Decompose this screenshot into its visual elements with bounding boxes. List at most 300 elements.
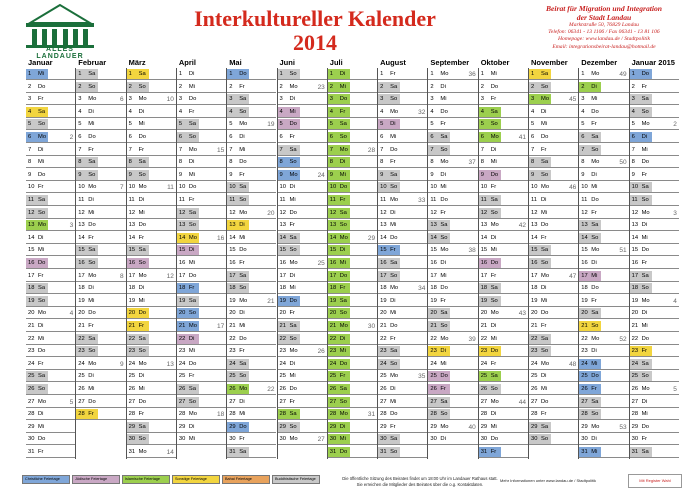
day-cell[interactable] xyxy=(127,258,176,269)
day-cell[interactable] xyxy=(630,258,679,269)
day-cell[interactable] xyxy=(328,447,377,458)
day-cell[interactable] xyxy=(428,220,477,231)
day-cell[interactable] xyxy=(378,82,427,93)
day-cell[interactable] xyxy=(127,296,176,307)
day-cell[interactable] xyxy=(278,119,327,130)
day-cell[interactable] xyxy=(479,447,528,458)
day-cell[interactable] xyxy=(428,195,477,206)
day-cell[interactable] xyxy=(76,170,125,181)
day-cell[interactable] xyxy=(278,321,327,332)
day-cell[interactable] xyxy=(76,397,125,408)
day-cell[interactable] xyxy=(630,422,679,433)
day-cell[interactable] xyxy=(278,182,327,193)
day-cell[interactable] xyxy=(177,422,226,433)
day-cell[interactable] xyxy=(378,359,427,370)
day-cell[interactable] xyxy=(76,182,125,193)
day-cell[interactable] xyxy=(227,271,276,282)
day-cell[interactable] xyxy=(227,334,276,345)
day-cell[interactable] xyxy=(529,308,578,319)
day-cell[interactable] xyxy=(278,296,327,307)
day-cell[interactable] xyxy=(630,384,679,395)
day-cell[interactable] xyxy=(378,220,427,231)
day-cell[interactable] xyxy=(479,258,528,269)
day-cell[interactable] xyxy=(177,94,226,105)
day-cell[interactable] xyxy=(26,245,75,256)
day-cell[interactable] xyxy=(278,422,327,433)
day-cell[interactable] xyxy=(328,119,377,130)
day-cell[interactable] xyxy=(227,384,276,395)
day-cell[interactable] xyxy=(579,245,628,256)
day-cell[interactable] xyxy=(428,397,477,408)
day-cell[interactable] xyxy=(76,384,125,395)
day-cell[interactable] xyxy=(76,208,125,219)
day-cell[interactable] xyxy=(479,296,528,307)
day-cell[interactable] xyxy=(177,384,226,395)
day-cell[interactable] xyxy=(278,283,327,294)
day-cell[interactable] xyxy=(428,119,477,130)
day-cell[interactable] xyxy=(177,271,226,282)
day-cell[interactable] xyxy=(630,94,679,105)
day-cell[interactable] xyxy=(428,208,477,219)
day-cell[interactable] xyxy=(579,283,628,294)
day-cell[interactable] xyxy=(378,346,427,357)
day-cell[interactable] xyxy=(127,182,176,193)
day-cell[interactable] xyxy=(26,145,75,156)
day-cell[interactable] xyxy=(428,434,477,445)
day-cell[interactable] xyxy=(127,132,176,143)
day-cell[interactable] xyxy=(278,69,327,80)
day-cell[interactable] xyxy=(630,434,679,445)
day-cell[interactable] xyxy=(26,371,75,382)
day-cell[interactable] xyxy=(479,308,528,319)
day-cell[interactable] xyxy=(278,359,327,370)
day-cell[interactable] xyxy=(227,296,276,307)
day-cell[interactable] xyxy=(127,384,176,395)
day-cell[interactable] xyxy=(428,258,477,269)
day-cell[interactable] xyxy=(529,422,578,433)
day-cell[interactable] xyxy=(529,321,578,332)
day-cell[interactable] xyxy=(328,145,377,156)
day-cell[interactable] xyxy=(76,220,125,231)
day-cell[interactable] xyxy=(177,346,226,357)
day-cell[interactable] xyxy=(579,308,628,319)
day-cell[interactable] xyxy=(76,233,125,244)
day-cell[interactable] xyxy=(76,69,125,80)
day-cell[interactable] xyxy=(328,220,377,231)
day-cell[interactable] xyxy=(328,334,377,345)
day-cell[interactable] xyxy=(479,82,528,93)
day-cell[interactable] xyxy=(278,145,327,156)
day-cell[interactable] xyxy=(177,397,226,408)
day-cell[interactable] xyxy=(127,397,176,408)
day-cell[interactable] xyxy=(428,182,477,193)
day-cell[interactable] xyxy=(278,82,327,93)
day-cell[interactable] xyxy=(579,170,628,181)
day-cell[interactable] xyxy=(127,334,176,345)
day-cell[interactable] xyxy=(529,283,578,294)
day-cell[interactable] xyxy=(76,119,125,130)
day-cell[interactable] xyxy=(227,371,276,382)
day-cell[interactable] xyxy=(177,82,226,93)
day-cell[interactable] xyxy=(278,397,327,408)
day-cell[interactable] xyxy=(529,195,578,206)
day-cell[interactable] xyxy=(26,359,75,370)
day-cell[interactable] xyxy=(428,422,477,433)
day-cell[interactable] xyxy=(227,132,276,143)
day-cell[interactable] xyxy=(328,82,377,93)
day-cell[interactable] xyxy=(378,321,427,332)
day-cell[interactable] xyxy=(26,94,75,105)
day-cell[interactable] xyxy=(278,233,327,244)
day-cell[interactable] xyxy=(177,283,226,294)
day-cell[interactable] xyxy=(378,308,427,319)
day-cell[interactable] xyxy=(630,195,679,206)
day-cell[interactable] xyxy=(479,145,528,156)
day-cell[interactable] xyxy=(76,132,125,143)
day-cell[interactable] xyxy=(26,346,75,357)
day-cell[interactable] xyxy=(227,82,276,93)
day-cell[interactable] xyxy=(579,195,628,206)
day-cell[interactable] xyxy=(177,157,226,168)
day-cell[interactable] xyxy=(328,283,377,294)
day-cell[interactable] xyxy=(479,384,528,395)
day-cell[interactable] xyxy=(579,157,628,168)
day-cell[interactable] xyxy=(479,182,528,193)
day-cell[interactable] xyxy=(579,321,628,332)
day-cell[interactable] xyxy=(227,434,276,445)
day-cell[interactable] xyxy=(378,208,427,219)
day-cell[interactable] xyxy=(328,258,377,269)
day-cell[interactable] xyxy=(529,208,578,219)
day-cell[interactable] xyxy=(328,422,377,433)
day-cell[interactable] xyxy=(177,409,226,420)
day-cell[interactable] xyxy=(428,359,477,370)
day-cell[interactable] xyxy=(278,346,327,357)
day-cell[interactable] xyxy=(479,69,528,80)
day-cell[interactable] xyxy=(479,132,528,143)
day-cell[interactable] xyxy=(76,334,125,345)
day-cell[interactable] xyxy=(328,208,377,219)
day-cell[interactable] xyxy=(428,308,477,319)
day-cell[interactable] xyxy=(26,208,75,219)
day-cell[interactable] xyxy=(26,384,75,395)
day-cell[interactable] xyxy=(529,409,578,420)
day-cell[interactable] xyxy=(328,271,377,282)
day-cell[interactable] xyxy=(26,132,75,143)
day-cell[interactable] xyxy=(127,69,176,80)
day-cell[interactable] xyxy=(579,334,628,345)
day-cell[interactable] xyxy=(630,447,679,458)
day-cell[interactable] xyxy=(479,195,528,206)
day-cell[interactable] xyxy=(529,145,578,156)
day-cell[interactable] xyxy=(328,69,377,80)
day-cell[interactable] xyxy=(76,346,125,357)
day-cell[interactable] xyxy=(127,283,176,294)
day-cell[interactable] xyxy=(328,245,377,256)
day-cell[interactable] xyxy=(579,371,628,382)
day-cell[interactable] xyxy=(76,145,125,156)
day-cell[interactable] xyxy=(428,283,477,294)
day-cell[interactable] xyxy=(579,233,628,244)
day-cell[interactable] xyxy=(529,107,578,118)
day-cell[interactable] xyxy=(177,359,226,370)
day-cell[interactable] xyxy=(26,69,75,80)
day-cell[interactable] xyxy=(529,82,578,93)
day-cell[interactable] xyxy=(529,359,578,370)
day-cell[interactable] xyxy=(26,447,75,458)
day-cell[interactable] xyxy=(127,157,176,168)
day-cell[interactable] xyxy=(177,208,226,219)
day-cell[interactable] xyxy=(479,94,528,105)
day-cell[interactable] xyxy=(479,334,528,345)
day-cell[interactable] xyxy=(227,409,276,420)
day-cell[interactable] xyxy=(127,119,176,130)
day-cell[interactable] xyxy=(579,346,628,357)
day-cell[interactable] xyxy=(26,220,75,231)
org-email[interactable]: Email: integrationsbeirat-landau@hotmail.de xyxy=(552,43,656,50)
day-cell[interactable] xyxy=(579,359,628,370)
day-cell[interactable] xyxy=(328,94,377,105)
day-cell[interactable] xyxy=(227,422,276,433)
day-cell[interactable] xyxy=(579,447,628,458)
day-cell[interactable] xyxy=(428,94,477,105)
day-cell[interactable] xyxy=(479,321,528,332)
day-cell[interactable] xyxy=(630,69,679,80)
day-cell[interactable] xyxy=(579,119,628,130)
day-cell[interactable] xyxy=(630,397,679,408)
day-cell[interactable] xyxy=(177,145,226,156)
day-cell[interactable] xyxy=(26,157,75,168)
day-cell[interactable] xyxy=(278,94,327,105)
day-cell[interactable] xyxy=(378,271,427,282)
day-cell[interactable] xyxy=(278,371,327,382)
day-cell[interactable] xyxy=(378,107,427,118)
day-cell[interactable] xyxy=(529,170,578,181)
day-cell[interactable] xyxy=(127,422,176,433)
day-cell[interactable] xyxy=(26,296,75,307)
day-cell[interactable] xyxy=(127,208,176,219)
day-cell[interactable] xyxy=(26,434,75,445)
day-cell[interactable] xyxy=(529,182,578,193)
day-cell[interactable] xyxy=(76,195,125,206)
day-cell[interactable] xyxy=(378,258,427,269)
day-cell[interactable] xyxy=(529,258,578,269)
day-cell[interactable] xyxy=(479,346,528,357)
day-cell[interactable] xyxy=(529,346,578,357)
day-cell[interactable] xyxy=(328,371,377,382)
day-cell[interactable] xyxy=(177,321,226,332)
day-cell[interactable] xyxy=(579,384,628,395)
day-cell[interactable] xyxy=(630,182,679,193)
day-cell[interactable] xyxy=(177,233,226,244)
day-cell[interactable] xyxy=(378,157,427,168)
day-cell[interactable] xyxy=(579,296,628,307)
day-cell[interactable] xyxy=(227,233,276,244)
day-cell[interactable] xyxy=(579,132,628,143)
day-cell[interactable] xyxy=(127,233,176,244)
day-cell[interactable] xyxy=(428,157,477,168)
day-cell[interactable] xyxy=(479,422,528,433)
day-cell[interactable] xyxy=(328,195,377,206)
day-cell[interactable] xyxy=(328,308,377,319)
day-cell[interactable] xyxy=(378,447,427,458)
day-cell[interactable] xyxy=(278,170,327,181)
day-cell[interactable] xyxy=(26,422,75,433)
day-cell[interactable] xyxy=(630,346,679,357)
day-cell[interactable] xyxy=(76,371,125,382)
day-cell[interactable] xyxy=(378,434,427,445)
day-cell[interactable] xyxy=(227,359,276,370)
day-cell[interactable] xyxy=(177,434,226,445)
day-cell[interactable] xyxy=(479,157,528,168)
day-cell[interactable] xyxy=(177,195,226,206)
day-cell[interactable] xyxy=(479,170,528,181)
day-cell[interactable] xyxy=(630,409,679,420)
day-cell[interactable] xyxy=(630,233,679,244)
day-cell[interactable] xyxy=(278,107,327,118)
day-cell[interactable] xyxy=(579,258,628,269)
day-cell[interactable] xyxy=(177,119,226,130)
day-cell[interactable] xyxy=(579,271,628,282)
day-cell[interactable] xyxy=(630,119,679,130)
day-cell[interactable] xyxy=(227,447,276,458)
day-cell[interactable] xyxy=(479,208,528,219)
day-cell[interactable] xyxy=(76,82,125,93)
day-cell[interactable] xyxy=(177,132,226,143)
day-cell[interactable] xyxy=(479,359,528,370)
day-cell[interactable] xyxy=(278,409,327,420)
day-cell[interactable] xyxy=(26,233,75,244)
day-cell[interactable] xyxy=(227,397,276,408)
day-cell[interactable] xyxy=(127,170,176,181)
day-cell[interactable] xyxy=(328,346,377,357)
day-cell[interactable] xyxy=(177,107,226,118)
day-cell[interactable] xyxy=(177,308,226,319)
day-cell[interactable] xyxy=(328,409,377,420)
day-cell[interactable] xyxy=(579,94,628,105)
day-cell[interactable] xyxy=(177,258,226,269)
day-cell[interactable] xyxy=(328,434,377,445)
day-cell[interactable] xyxy=(378,69,427,80)
day-cell[interactable] xyxy=(378,283,427,294)
day-cell[interactable] xyxy=(630,271,679,282)
day-cell[interactable] xyxy=(278,334,327,345)
day-cell[interactable] xyxy=(227,308,276,319)
day-cell[interactable] xyxy=(227,321,276,332)
org-homepage[interactable]: Homepage: www.landau.de / Stadtpolitik xyxy=(557,36,651,43)
day-cell[interactable] xyxy=(479,371,528,382)
day-cell[interactable] xyxy=(76,258,125,269)
day-cell[interactable] xyxy=(177,69,226,80)
day-cell[interactable] xyxy=(479,245,528,256)
day-cell[interactable] xyxy=(127,107,176,118)
day-cell[interactable] xyxy=(428,321,477,332)
day-cell[interactable] xyxy=(76,283,125,294)
day-cell[interactable] xyxy=(579,434,628,445)
day-cell[interactable] xyxy=(428,245,477,256)
day-cell[interactable] xyxy=(428,346,477,357)
day-cell[interactable] xyxy=(579,107,628,118)
day-cell[interactable] xyxy=(127,271,176,282)
day-cell[interactable] xyxy=(127,434,176,445)
day-cell[interactable] xyxy=(278,195,327,206)
day-cell[interactable] xyxy=(26,82,75,93)
day-cell[interactable] xyxy=(630,208,679,219)
day-cell[interactable] xyxy=(479,409,528,420)
day-cell[interactable] xyxy=(428,233,477,244)
day-cell[interactable] xyxy=(328,384,377,395)
day-cell[interactable] xyxy=(278,271,327,282)
day-cell[interactable] xyxy=(76,94,125,105)
day-cell[interactable] xyxy=(529,271,578,282)
day-cell[interactable] xyxy=(26,258,75,269)
day-cell[interactable] xyxy=(26,119,75,130)
day-cell[interactable] xyxy=(630,359,679,370)
day-cell[interactable] xyxy=(428,409,477,420)
day-cell[interactable] xyxy=(630,132,679,143)
day-cell[interactable] xyxy=(479,271,528,282)
day-cell[interactable] xyxy=(328,296,377,307)
day-cell[interactable] xyxy=(26,107,75,118)
day-cell[interactable] xyxy=(428,334,477,345)
day-cell[interactable] xyxy=(127,321,176,332)
day-cell[interactable] xyxy=(579,145,628,156)
day-cell[interactable] xyxy=(479,233,528,244)
day-cell[interactable] xyxy=(278,208,327,219)
day-cell[interactable] xyxy=(529,132,578,143)
day-cell[interactable] xyxy=(127,447,176,458)
day-cell[interactable] xyxy=(227,220,276,231)
day-cell[interactable] xyxy=(378,195,427,206)
day-cell[interactable] xyxy=(278,245,327,256)
day-cell[interactable] xyxy=(177,170,226,181)
day-cell[interactable] xyxy=(630,296,679,307)
day-cell[interactable] xyxy=(529,384,578,395)
day-cell[interactable] xyxy=(76,296,125,307)
day-cell[interactable] xyxy=(328,170,377,181)
day-cell[interactable] xyxy=(127,82,176,93)
day-cell[interactable] xyxy=(278,132,327,143)
day-cell[interactable] xyxy=(127,220,176,231)
day-cell[interactable] xyxy=(76,359,125,370)
day-cell[interactable] xyxy=(479,220,528,231)
day-cell[interactable] xyxy=(630,308,679,319)
day-cell[interactable] xyxy=(529,119,578,130)
day-cell[interactable] xyxy=(328,182,377,193)
day-cell[interactable] xyxy=(428,145,477,156)
day-cell[interactable] xyxy=(127,245,176,256)
day-cell[interactable] xyxy=(227,145,276,156)
day-cell[interactable] xyxy=(378,233,427,244)
day-cell[interactable] xyxy=(529,245,578,256)
day-cell[interactable] xyxy=(378,245,427,256)
day-cell[interactable] xyxy=(579,220,628,231)
day-cell[interactable] xyxy=(378,409,427,420)
day-cell[interactable] xyxy=(630,283,679,294)
day-cell[interactable] xyxy=(26,283,75,294)
day-cell[interactable] xyxy=(579,409,628,420)
day-cell[interactable] xyxy=(177,296,226,307)
day-cell[interactable] xyxy=(479,397,528,408)
day-cell[interactable] xyxy=(529,69,578,80)
day-cell[interactable] xyxy=(428,271,477,282)
day-cell[interactable] xyxy=(328,397,377,408)
day-cell[interactable] xyxy=(529,371,578,382)
day-cell[interactable] xyxy=(227,283,276,294)
day-cell[interactable] xyxy=(26,170,75,181)
day-cell[interactable] xyxy=(177,371,226,382)
day-cell[interactable] xyxy=(278,384,327,395)
